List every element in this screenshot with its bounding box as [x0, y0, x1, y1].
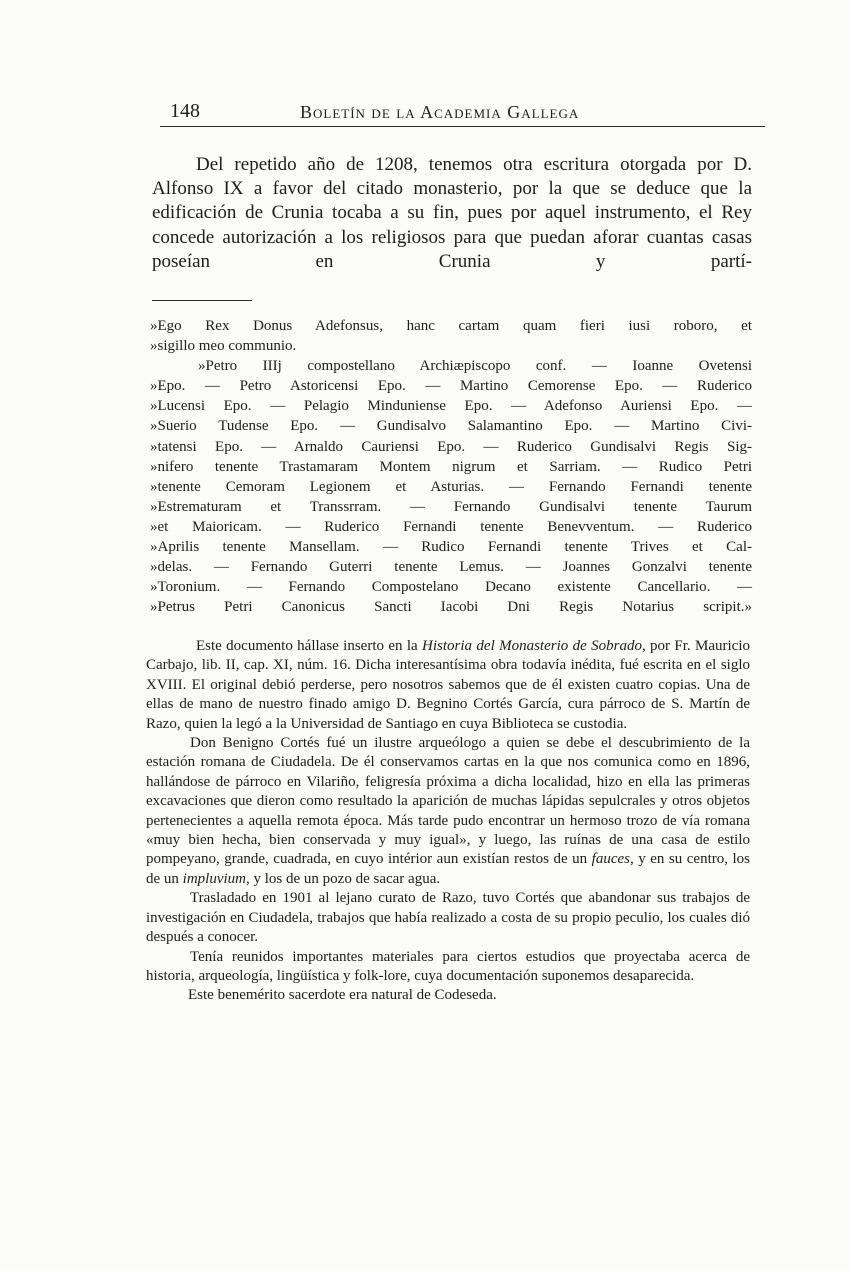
note-paragraph: Trasladado en 1901 al lejano curato de Razo, tuvo Cortés que abandonar sus trabajos de investigación en Ciudadela, trabajos que había realizado a costa de su propio peculio, los cuales dió después a conocer. [146, 890, 750, 946]
quote-line: »Ego Rex Donus Adefonsus, hanc cartam quam fieri iusi roboro, et [150, 318, 752, 334]
quote-line: »sigillo meo communio. [150, 338, 297, 355]
note-paragraph: Este documento hállase inserto en la Historia del Monasterio de Sobrado, por Fr. Mauricio Carbajo, lib. II, cap. XI, núm. 16. Dicha interesantísima obra todavía inédita, fué escrita en el siglo XVIII. El original debió perderse, pero nosotros sabemos que de él existen cuatro copias. Una de ellas de mano de nuestro finado amigo D. Begnino Cortés García, cura párroco de S. Martín de Razo, quien la legó a la Universidad de Santiago en cuya Biblioteca se custodia. [146, 638, 750, 732]
quote-line: »Suerio Tudense Epo. — Gundisalvo Salamantino Epo. — Martino Civi- [150, 418, 752, 435]
note-paragraph: Don Benigno Cortés fué un ilustre arqueólogo a quien se debe el descubrimiento de la estación romana de Ciudadela. De él conservamos cartas en la que nos comunica como en 1896, hallándose de párroco en Vilariño, feligresía próxima a dicha localidad, hizo en ella las primeras excavaciones que dieron como resultado la aparición de muchas lápidas sepulcrales y otros objetos pertenecientes a aquella remota época. Más tarde pudo encontrar un hermoso trozo de vía romana «muy bien hecha, bien conservada y muy igual», y luego, las ruínas de una casa de estilo pompeyano, grande, cuadrada, en cuyo intérior aun existían restos de un fauces, y en su centro, los de un impluvium, y los de un pozo de sacar agua. [146, 735, 750, 887]
quote-line: »Epo. — Petro Astoricensi Epo. — Martino Cemorense Epo. — Ruderico [150, 378, 752, 395]
quote-line: »Estrematuram et Transsrram. — Fernando Gundisalvi tenente Taurum [150, 498, 752, 515]
note-paragraph: Tenía reunidos importantes materiales para ciertos estudios que proyectaba acerca de historia, arqueología, lingüística y folk-lore, cuya documentación suponemos desaparecida. [146, 948, 750, 984]
note-paragraph: Este benemérito sacerdote era natural de Codeseda. [188, 987, 497, 1004]
quote-line: »delas. — Fernando Guterri tenente Lemus. — Joannes Gonzalvi tenente [150, 559, 752, 576]
main-paragraph: Del repetido año de 1208, tenemos otra escritura otorgada por D. Alfonso IX a favor del citado monasterio, por la que se deduce que la edificación de Crunia tocaba a su fin, pues por aquel instrumento, el Rey concede autorización a los religiosos para que puedan aforar cuantas casas poseían en Crunia y partí- [152, 154, 752, 272]
quote-line: »Lucensi Epo. — Pelagio Minduniense Epo. — Adefonso Auriensi Epo. — [150, 398, 752, 415]
quote-line: »Aprilis tenente Mansellam. — Rudico Fernandi tenente Trives et Cal- [150, 539, 752, 556]
quote-line: »Petrus Petri Canonicus Sancti Iacobi Dni Regis Notarius scripit.» [150, 599, 752, 616]
footnote-divider [152, 300, 252, 301]
quote-line: »Toronium. — Fernando Compostelano Decano existente Cancellario. — [150, 579, 752, 596]
page-number: 148 [170, 100, 200, 122]
running-title: Boletín de la Academia Gallega [300, 102, 580, 122]
footnote-commentary [146, 637, 750, 1006]
quote-line: »nifero tenente Trastamaram Montem nigrum et Sarriam. — Rudico Petri [150, 458, 752, 475]
quote-line: »tenente Cemoram Legionem et Asturias. — Fernando Fernandi tenente [150, 478, 752, 495]
footnote-quote [150, 316, 752, 617]
quote-line: »Petro IIIj compostellano Archiæpiscopo conf. — Ioanne Ovetensi [198, 358, 752, 375]
page-header [160, 100, 765, 127]
quote-line: »tatensi Epo. — Arnaldo Cauriensi Epo. — Ruderico Gundisalvi Regis Sig- [150, 438, 752, 455]
quote-line: »et Maioricam. — Ruderico Fernandi tenente Benevventum. — Ruderico [150, 518, 752, 535]
